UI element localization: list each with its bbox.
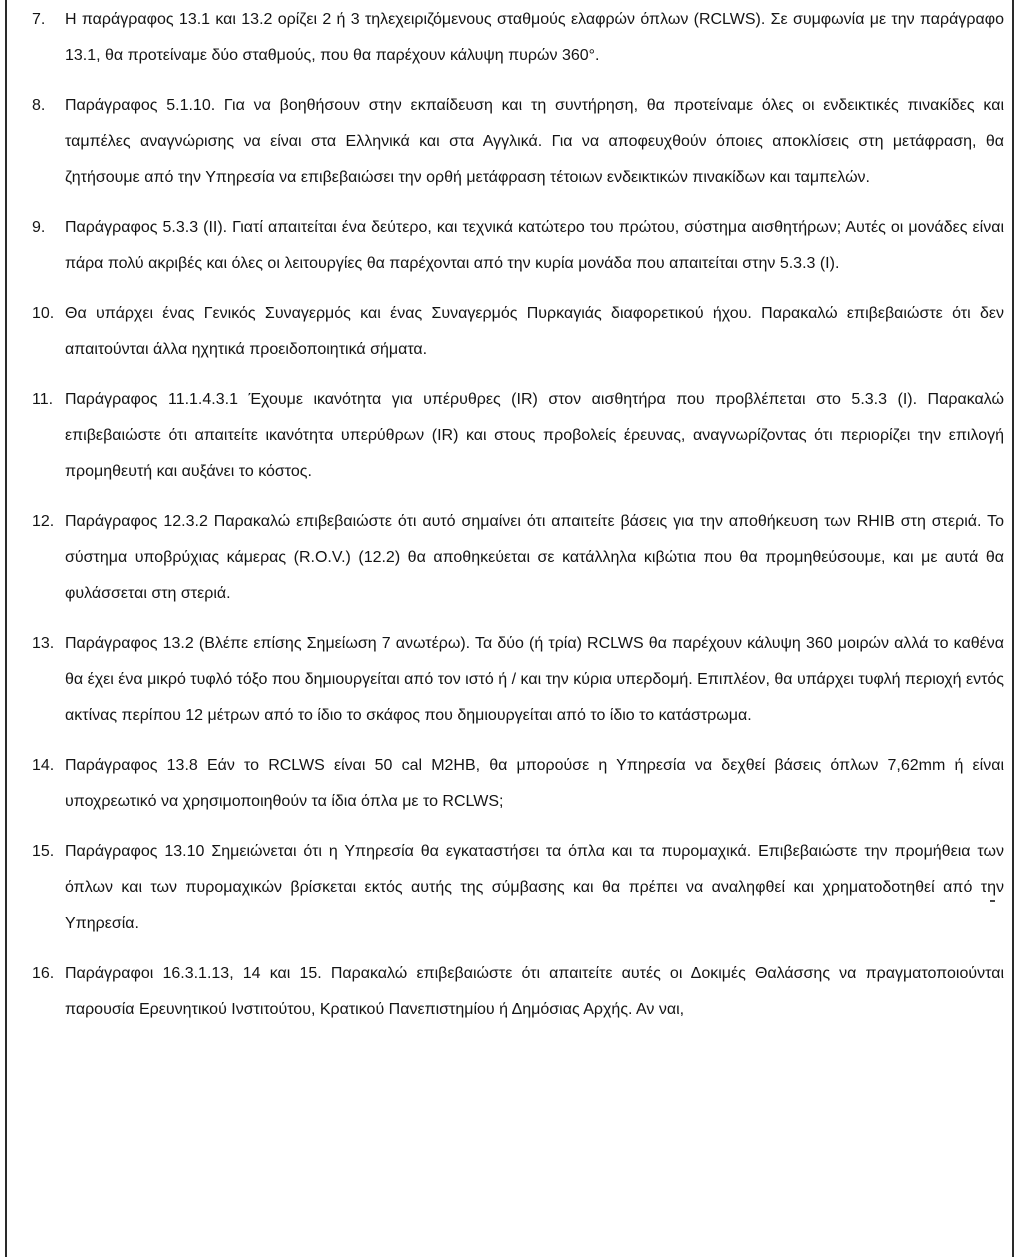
item-number: 13. bbox=[32, 635, 55, 652]
left-page-edge bbox=[5, 0, 7, 1257]
list-item-15 bbox=[32, 834, 1004, 942]
item-number: 7. bbox=[32, 11, 46, 28]
list-item-8 bbox=[32, 88, 1004, 196]
list-item-9 bbox=[32, 210, 1004, 282]
item-number: 14. bbox=[32, 757, 55, 774]
item-number: 10. bbox=[32, 305, 55, 322]
list-item-7 bbox=[32, 2, 1004, 74]
list-item-14 bbox=[32, 748, 1004, 820]
item-text: Παράγραφος 11.1.4.3.1 Έχουμε ικανότητα για υπέρυθρες (IR) στον αισθητήρα που προβλέπεται στο 5.3.3 (I). Παρακαλώ επιβεβαιώστε ότι απαιτείτε ικανότητα υπερύθρων (IR) και στους προβολείς έρευνας, αναγνωρίζοντας ότι περιορίζει την επιλογή προμηθευτή και αυξάνει το κόστος. bbox=[65, 391, 1004, 480]
item-text: Παράγραφοι 16.3.1.13, 14 και 15. Παρακαλώ επιβεβαιώστε ότι απαιτείτε αυτές οι Δοκιμές Θαλάσσης να πραγματοποιούνται παρουσία Ερευνητικού Ινστιτούτου, Κρατικού Πανεπιστημίου ή Δημόσιας Αρχής. Αν ναι, bbox=[65, 965, 1004, 1018]
item-number: 11. bbox=[32, 391, 54, 408]
item-number: 16. bbox=[32, 965, 55, 982]
item-text: Παράγραφος 5.1.10. Για να βοηθήσουν στην εκπαίδευση και τη συντήρηση, θα προτείναμε όλες οι ενδεικτικές πινακίδες και ταμπέλες αναγνώρισης να είναι στα Ελληνικά και στα Αγγλικά. Για να αποφευχθούν όποιες αποκλίσεις στη μετάφραση, θα ζητήσουμε από την Υπηρεσία να επιβεβαιώσει την ορθή μετάφραση τέτοιων ενδεικτικών πινακίδων και ταμπελών. bbox=[65, 97, 1004, 186]
scan-speck bbox=[990, 900, 995, 902]
item-number: 15. bbox=[32, 843, 55, 860]
item-number: 9. bbox=[32, 219, 46, 236]
list-item-12 bbox=[32, 504, 1004, 612]
item-text: Παράγραφος 13.10 Σημειώνεται ότι η Υπηρεσία θα εγκαταστήσει τα όπλα και τα πυρομαχικά. Επιβεβαιώστε την προμήθεια των όπλων και των πυρομαχικών βρίσκεται εκτός αυτής της σύμβασης και θα πρέπει να αναληφθεί και χρηματοδοτηθεί από την Υπηρεσία. bbox=[65, 843, 1004, 932]
list-item-11 bbox=[32, 382, 1004, 490]
list-item-16 bbox=[32, 956, 1004, 1028]
item-text: Η παράγραφος 13.1 και 13.2 ορίζει 2 ή 3 τηλεχειριζόμενους σταθμούς ελαφρών όπλων (RCLWS). Σε συμφωνία με την παράγραφο 13.1, θα προτείναμε δύο σταθμούς, που θα παρέχουν κάλυψη πυρών 360°. bbox=[65, 11, 1004, 64]
item-text: Θα υπάρχει ένας Γενικός Συναγερμός και ένας Συναγερμός Πυρκαγιάς διαφορετικού ήχου. Παρακαλώ επιβεβαιώστε ότι δεν απαιτούνται άλλα ηχητικά προειδοποιητικά σήματα. bbox=[65, 305, 1004, 358]
list-item-13 bbox=[32, 626, 1004, 734]
item-number: 12. bbox=[32, 513, 55, 530]
right-page-edge bbox=[1012, 0, 1014, 1257]
numbered-remarks-list bbox=[32, 0, 1004, 1028]
item-text: Παράγραφος 13.8 Εάν το RCLWS είναι 50 cal M2HB, θα μπορούσε η Υπηρεσία να δεχθεί βάσεις όπλων 7,62mm ή είναι υποχρεωτικό να χρησιμοποιηθούν τα ίδια όπλα με το RCLWS; bbox=[65, 757, 1004, 810]
item-text: Παράγραφος 13.2 (Βλέπε επίσης Σημείωση 7 ανωτέρω). Τα δύο (ή τρία) RCLWS θα παρέχουν κάλυψη 360 μοιρών αλλά το καθένα θα έχει ένα μικρό τυφλό τόξο που δημιουργείται από τον ιστό ή / και την κύρια υπερδομή. Επιπλέον, θα υπάρχει τυφλή περιοχή εντός ακτίνας περίπου 12 μέτρων από το ίδιο το σκάφος που δημιουργείται από το ίδιο το κατάστρωμα. bbox=[65, 635, 1005, 724]
item-number: 8. bbox=[32, 97, 46, 114]
list-item-10 bbox=[32, 296, 1004, 368]
item-text: Παράγραφος 5.3.3 (II). Γιατί απαιτείται ένα δεύτερο, και τεχνικά κατώτερο του πρώτου, σύστημα αισθητήρων; Αυτές οι μονάδες είναι πάρα πολύ ακριβές και όλες οι λειτουργίες θα παρέχονται από την κυρία μονάδα που απαιτείται στην 5.3.3 (I). bbox=[65, 219, 1004, 272]
item-text: Παράγραφος 12.3.2 Παρακαλώ επιβεβαιώστε ότι αυτό σημαίνει ότι απαιτείτε βάσεις για την αποθήκευση των RHIB στη στεριά. Το σύστημα υποβρύχιας κάμερας (R.O.V.) (12.2) θα αποθηκεύεται σε κατάλληλα κιβώτια που θα προμηθεύσουμε, και με αυτά θα φυλάσσεται στη στεριά. bbox=[65, 513, 1004, 602]
